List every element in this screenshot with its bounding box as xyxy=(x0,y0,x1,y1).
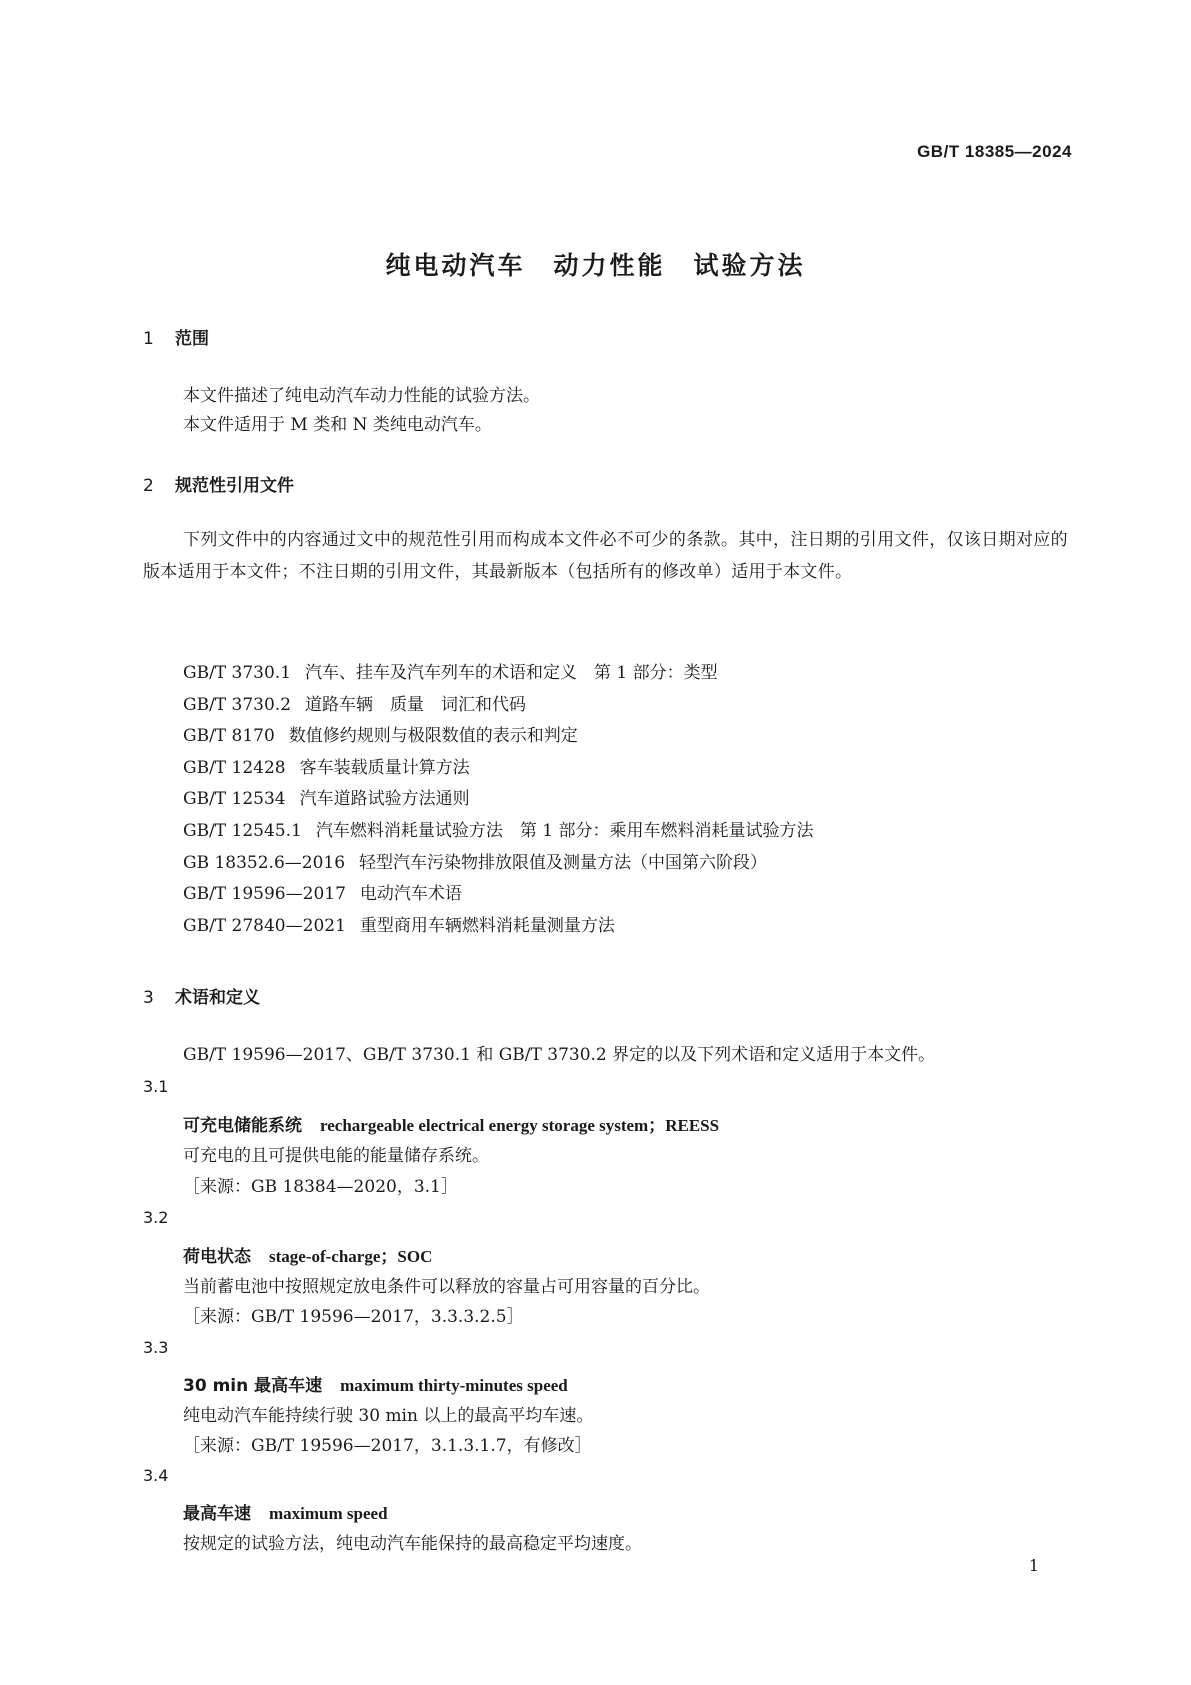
term-en: maximum thirty-minutes speed xyxy=(340,1376,568,1395)
reference-name: 汽车道路试验方法通则 xyxy=(299,789,470,810)
term-zh: 最高车速 xyxy=(183,1504,251,1524)
reference-code: GB/T 12545.1 xyxy=(183,820,302,841)
section-1-heading xyxy=(143,324,209,349)
reference-name: 汽车、挂车及汽车列车的术语和定义 第 1 部分：类型 xyxy=(305,663,718,683)
reference-item xyxy=(183,879,813,911)
paragraph: 本文件描述了纯电动汽车动力性能的试验方法。 xyxy=(183,386,540,406)
term-number: 3.3 xyxy=(143,1338,169,1357)
section-number: 2 xyxy=(143,476,154,496)
standard-number: GB/T 18385—2024 xyxy=(917,142,1072,161)
reference-name: 重型商用车辆燃料消耗量测量方法 xyxy=(359,915,615,936)
term-en: stage-of-charge；SOC xyxy=(269,1247,433,1266)
reference-name: 轻型汽车污染物排放限值及测量方法（中国第六阶段） xyxy=(359,852,768,873)
term-number: 3.2 xyxy=(143,1208,169,1227)
term-heading xyxy=(183,1242,432,1267)
terms-intro: GB/T 19596—2017、GB/T 3730.1 和 GB/T 3730.2 界定的以及下列术语和定义适用于本文件。 xyxy=(183,1045,936,1065)
reference-item xyxy=(183,911,813,943)
reference-code: GB/T 3730.2 xyxy=(183,694,292,715)
section-3-heading xyxy=(143,983,260,1008)
term-definition: 可充电的且可提供电能的能量储存系统。 xyxy=(183,1146,489,1166)
term-heading xyxy=(183,1371,568,1396)
reference-item xyxy=(183,753,813,785)
paragraph: 本文件适用于 M 类和 N 类纯电动汽车。 xyxy=(183,415,492,435)
reference-item xyxy=(183,784,813,816)
section-number: 3 xyxy=(143,988,154,1008)
reference-item xyxy=(183,848,813,880)
section-number: 1 xyxy=(143,329,154,349)
normative-references-intro: 下列文件中的内容通过文中的规范性引用而构成本文件必不可少的条款。其中，注日期的引用文件，仅该日期对应的版本适用于本文件；不注日期的引用文件，其最新版本（包括所有的修改单）适用于本文件。 xyxy=(143,530,1068,582)
section-title: 规范性引用文件 xyxy=(175,476,294,496)
reference-list xyxy=(183,658,813,942)
reference-code: GB 18352.6—2016 xyxy=(183,852,346,873)
section-title: 范围 xyxy=(175,329,209,349)
reference-code: GB/T 12428 xyxy=(183,757,286,778)
term-en: maximum speed xyxy=(269,1504,388,1523)
term-zh: 荷电状态 xyxy=(183,1247,251,1267)
term-definition: 按规定的试验方法，纯电动汽车能保持的最高稳定平均速度。 xyxy=(183,1534,642,1554)
term-heading xyxy=(183,1499,388,1524)
reference-item xyxy=(183,690,813,722)
reference-code: GB/T 27840—2021 xyxy=(183,915,346,936)
term-definition: 当前蓄电池中按照规定放电条件可以释放的容量占可用容量的百分比。 xyxy=(183,1277,710,1297)
term-definition: 纯电动汽车能持续行驶 30 min 以上的最高平均车速。 xyxy=(183,1406,594,1426)
term-number: 3.1 xyxy=(143,1077,169,1096)
reference-code: GB/T 19596—2017 xyxy=(183,884,346,905)
reference-name: 电动汽车术语 xyxy=(359,884,462,905)
reference-name: 道路车辆 质量 词汇和代码 xyxy=(305,694,527,715)
reference-code: GB/T 3730.1 xyxy=(183,663,292,683)
document-title: 纯电动汽车 动力性能 试验方法 xyxy=(385,251,806,280)
term-source: ［来源：GB 18384—2020，3.1］ xyxy=(183,1177,458,1197)
term-number: 3.4 xyxy=(143,1466,169,1485)
reference-code: GB/T 12534 xyxy=(183,789,286,810)
term-zh: 30 min 最高车速 xyxy=(183,1376,323,1396)
term-source: ［来源：GB/T 19596—2017，3.1.3.1.7，有修改］ xyxy=(183,1436,592,1456)
term-heading xyxy=(183,1111,719,1136)
reference-name: 数值修约规则与极限数值的表示和判定 xyxy=(288,726,578,747)
term-zh: 可充电储能系统 xyxy=(183,1116,302,1136)
page-number: 1 xyxy=(1028,1556,1039,1575)
reference-code: GB/T 8170 xyxy=(183,726,275,747)
reference-name: 客车装载质量计算方法 xyxy=(299,757,470,778)
section-2-heading xyxy=(143,471,294,496)
term-source: ［来源：GB/T 19596—2017，3.3.3.2.5］ xyxy=(183,1307,524,1327)
reference-item xyxy=(183,658,813,690)
section-title: 术语和定义 xyxy=(175,988,260,1008)
reference-item xyxy=(183,816,813,848)
reference-name: 汽车燃料消耗量试验方法 第 1 部分：乘用车燃料消耗量试验方法 xyxy=(315,820,814,841)
reference-item xyxy=(183,721,813,753)
term-en: rechargeable electrical energy storage system；REESS xyxy=(320,1116,720,1135)
